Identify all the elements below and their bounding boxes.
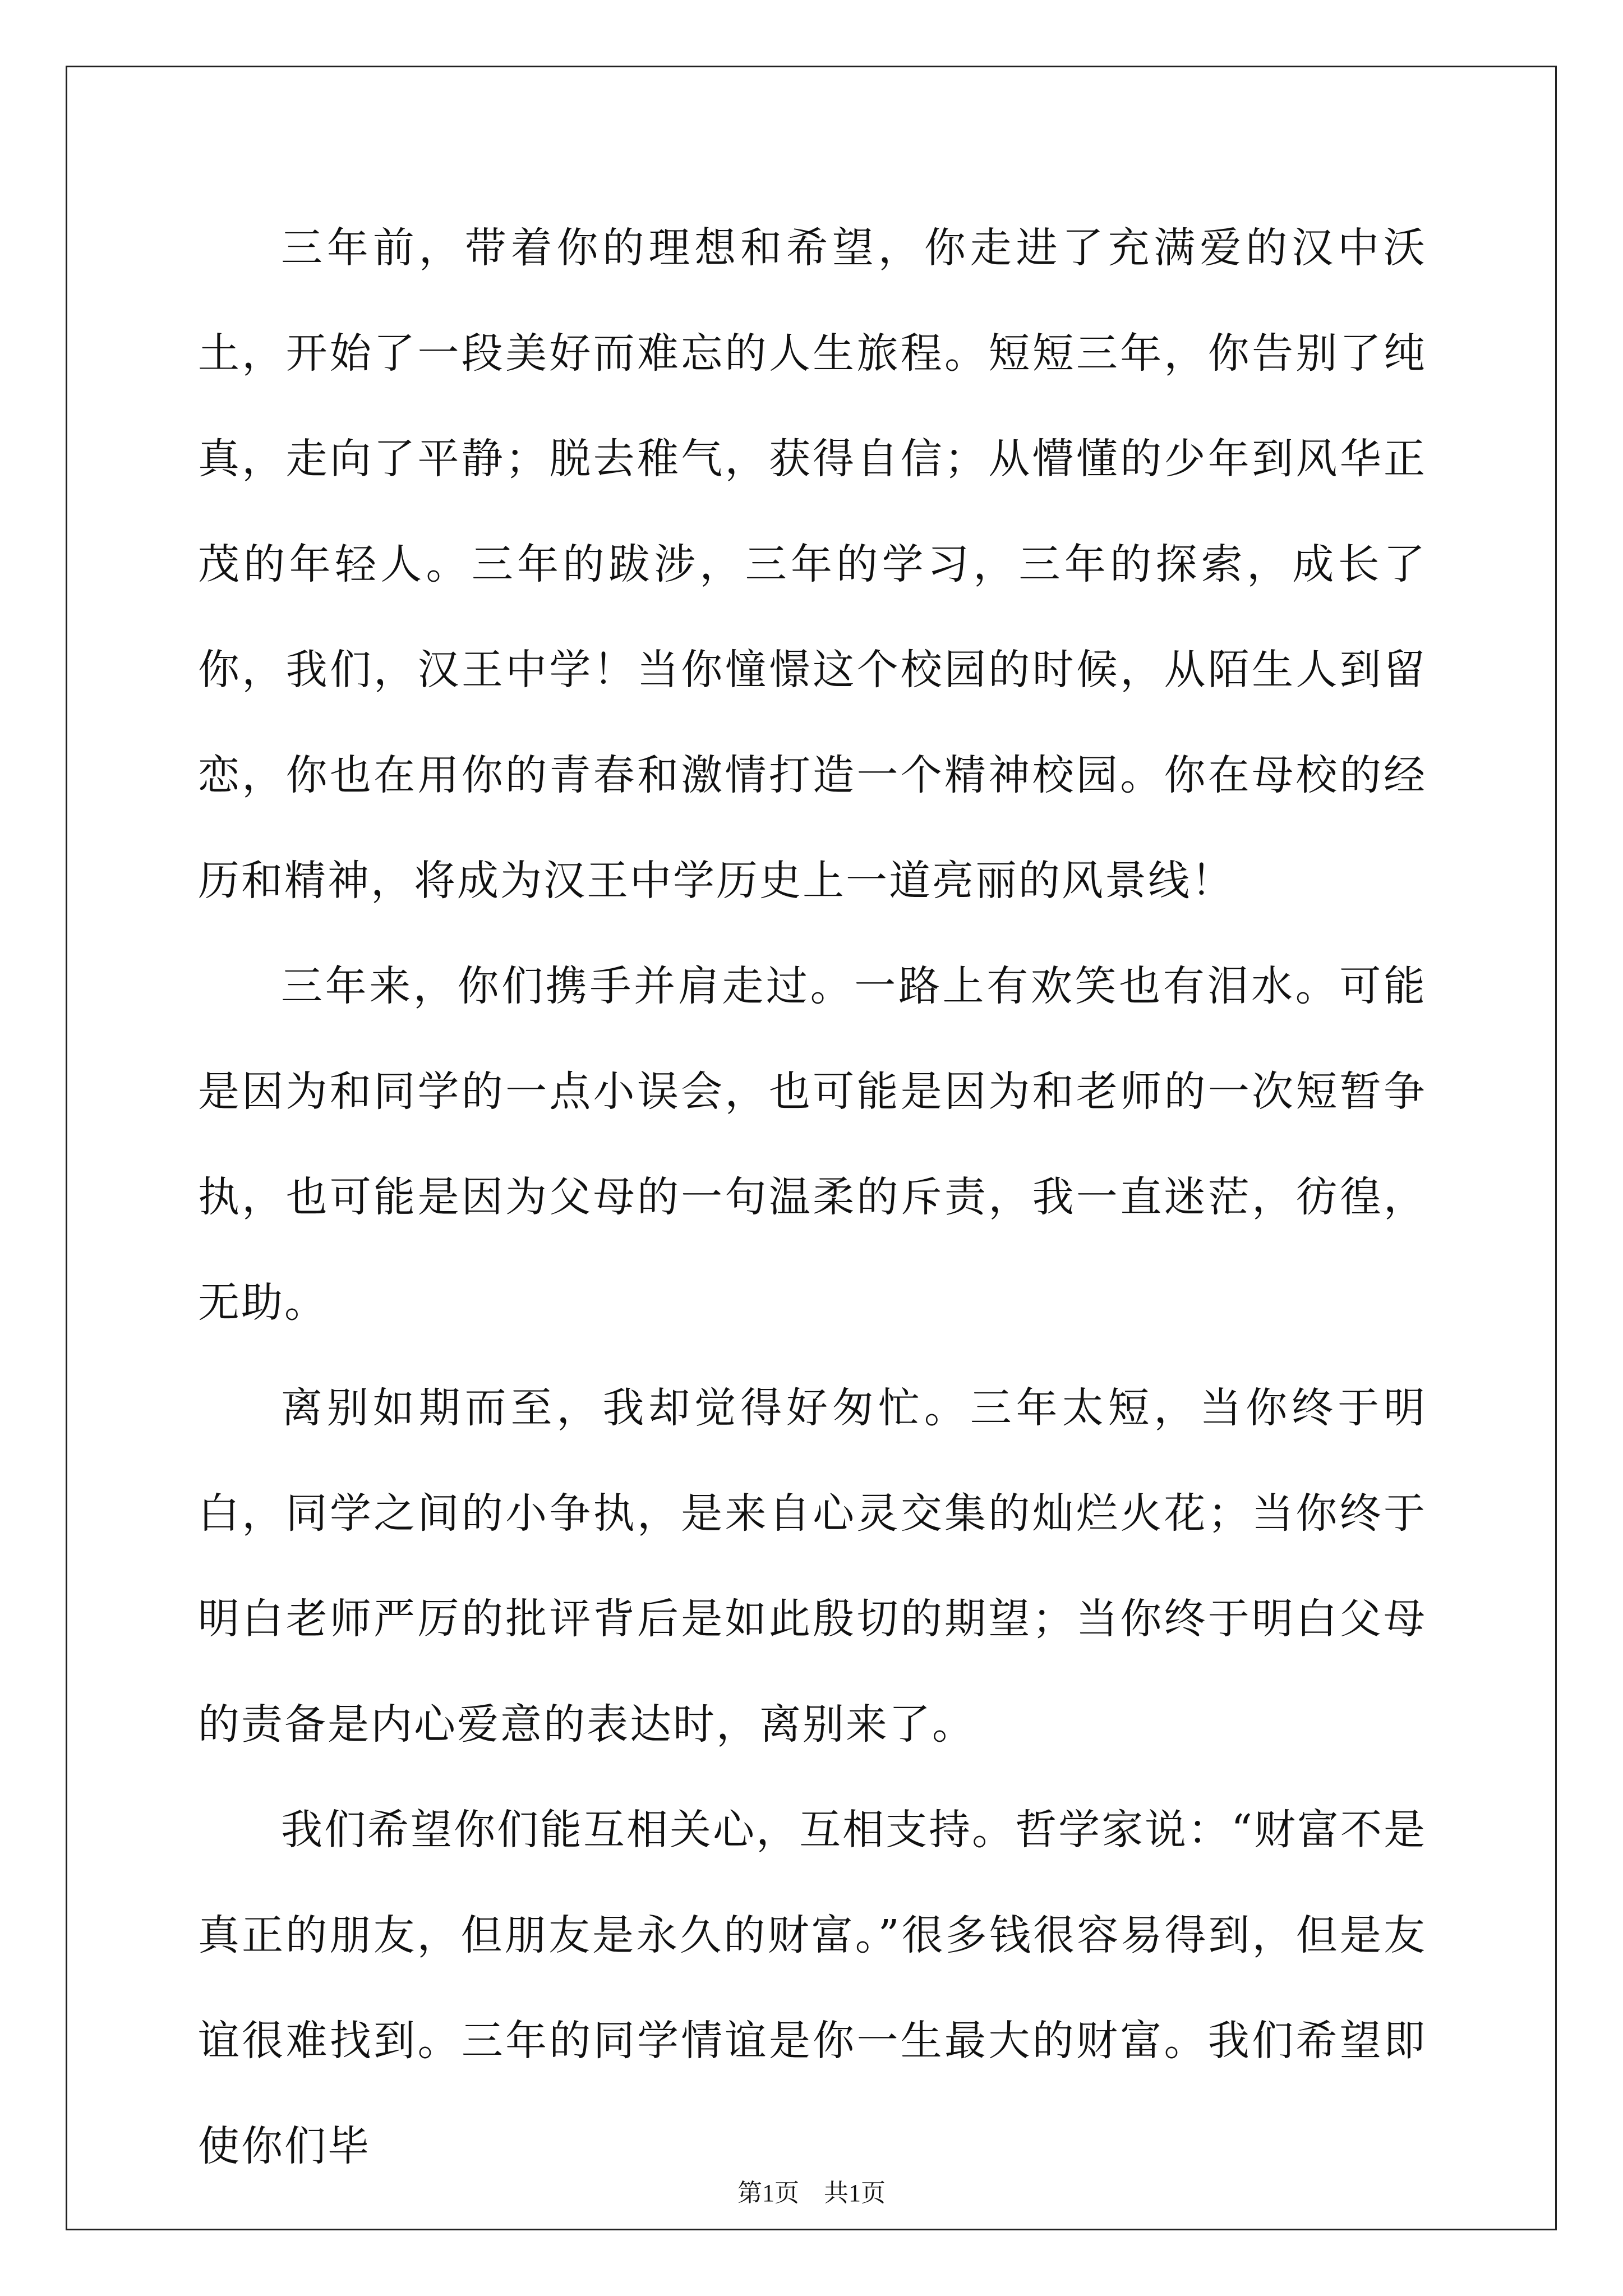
page-number: 第1页 共1页 [737, 2179, 886, 2207]
page-footer [0, 2177, 1623, 2210]
paragraph-1: 三年前，带着你的理想和希望，你走进了充满爱的汉中沃土，开始了一段美好而难忘的人生旅程。短短三年，你告别了纯真，走向了平静；脱去稚气，获得自信；从懵懂的少年到风华正茂的年轻人。三年的跋涉，三年的学习，三年的探索，成长了你，我们，汉王中学！当你憧憬这个校园的时候，从陌生人到留恋，你也在用你的青春和激情打造一个精神校园。你在母校的经历和精神，将成为汉王中学历史上一道亮丽的风景线！ [198, 224, 1427, 905]
paragraph-2: 三年来，你们携手并肩走过。一路上有欢笑也有泪水。可能是因为和同学的一点小误会，也可能是因为和老师的一次短暂争执，也可能是因为父母的一句温柔的斥责，我一直迷茫，彷徨，无助。 [198, 962, 1427, 1327]
document-body [198, 195, 1427, 2199]
paragraph-4: 我们希望你们能互相关心，互相支持。哲学家说：“财富不是真正的朋友，但朋友是永久的财富。”很多钱很容易得到，但是友谊很难找到。三年的同学情谊是你一生最大的财富。我们希望即使你们毕 [198, 1806, 1427, 2170]
paragraph-3: 离别如期而至，我却觉得好匆忙。三年太短，当你终于明白，同学之间的小争执，是来自心灵交集的灿烂火花；当你终于明白老师严厉的批评背后是如此殷切的期望；当你终于明白父母的责备是内心爱意的表达时，离别来了。 [198, 1384, 1427, 1749]
